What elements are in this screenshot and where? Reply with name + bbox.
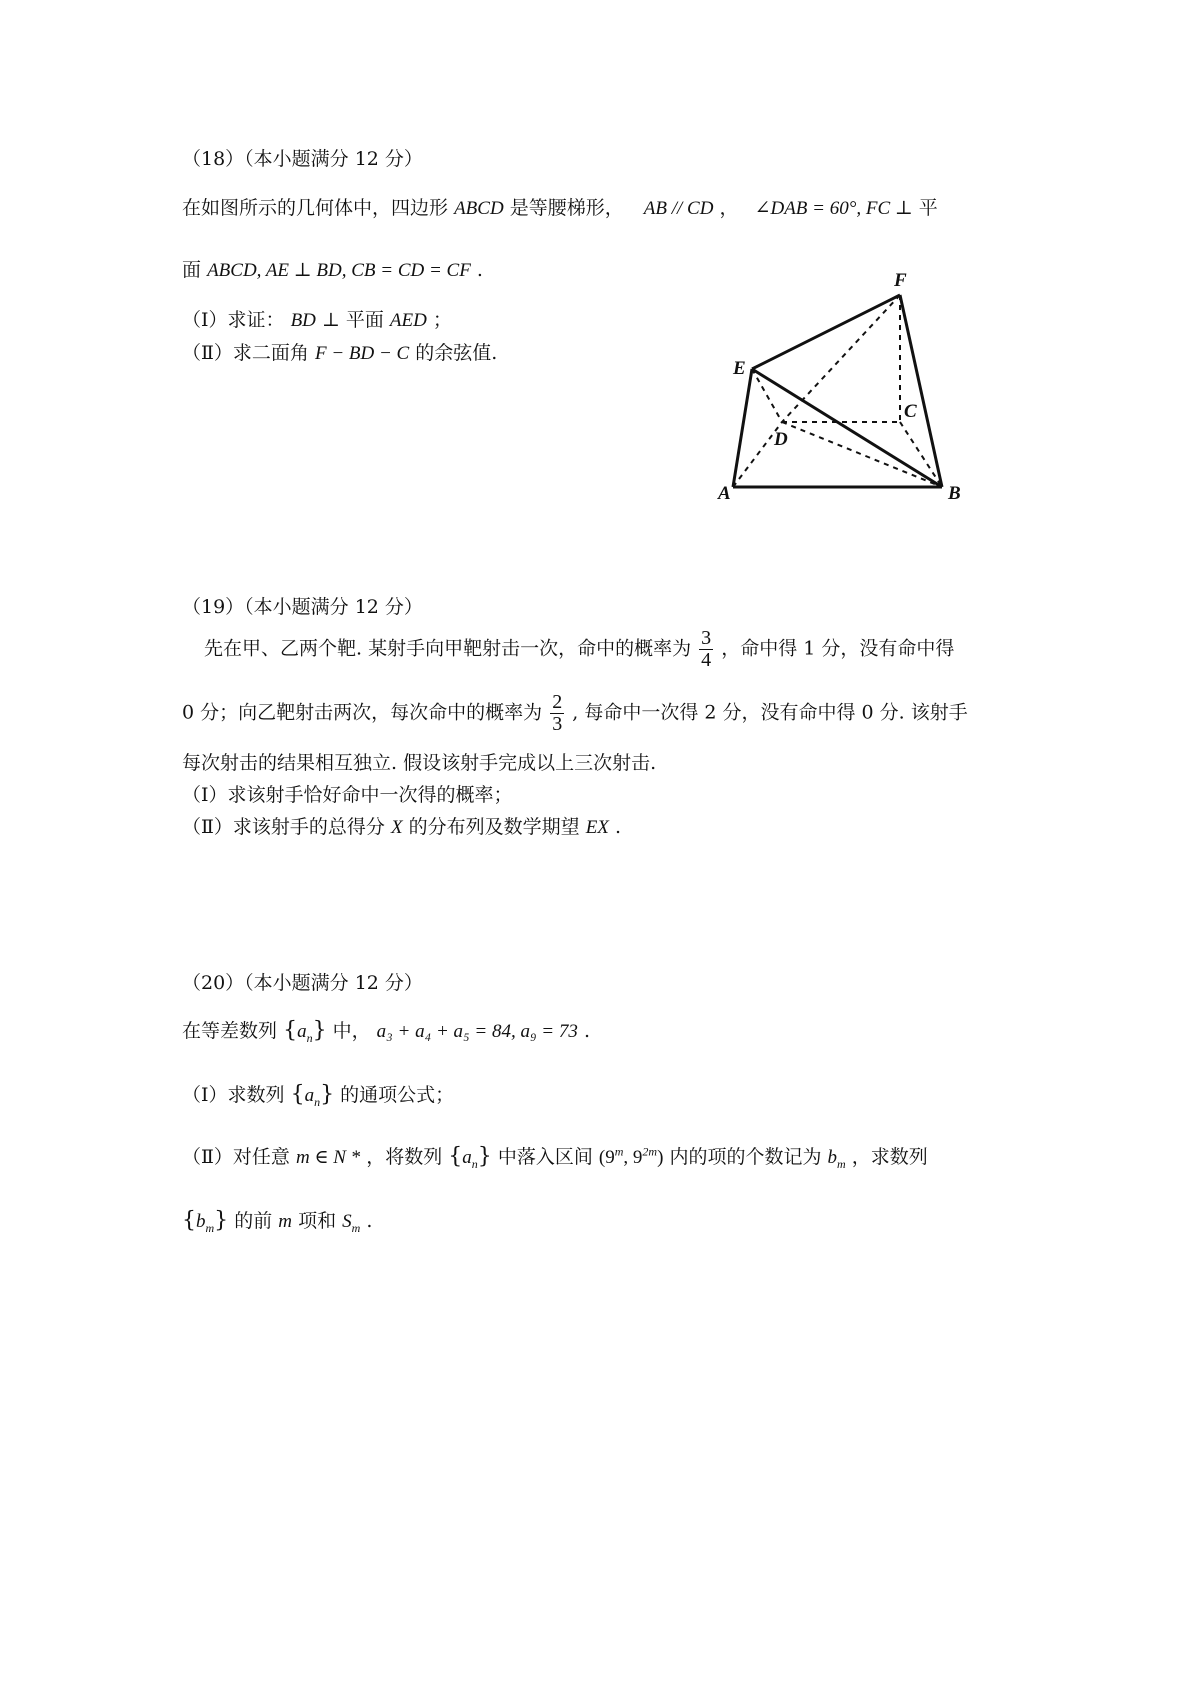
edge-FB [900,295,942,487]
brace-right: } [312,1018,327,1043]
math-interval-open: (9 [598,1147,615,1168]
label-F: F [894,270,907,291]
math-AED: AED [389,310,427,331]
math-X: X [390,817,403,838]
problem20-statement-line1 [182,1018,590,1045]
text: 中， [332,1020,371,1042]
text: . [583,1020,590,1042]
text: 的分布列及数学期望 [408,816,580,838]
problem19-header: （19）（本小题满分 12 分） [182,596,423,618]
problem19-statement-line1 [204,628,954,671]
dashed-edges [733,295,942,487]
edge-FD [782,295,900,422]
math-m-in-N: m ∈ N * [295,1147,361,1168]
text: . [366,1210,373,1232]
math-a: a [304,1085,315,1106]
fraction-two-thirds [550,692,564,735]
math-sub-m: m [837,1156,846,1171]
label-E: E [733,358,746,379]
text: 平 [918,197,938,219]
problem18-part1 [182,309,452,333]
math-interval-close: ) [657,1147,664,1168]
text: 内的项的个数记为 [669,1146,822,1168]
geometry-figure-svg [700,262,980,502]
math-sub-n: n [314,1094,321,1109]
brace-left: { [290,1082,305,1107]
fraction-denominator: 3 [552,713,563,735]
text: 面 [182,259,202,281]
text: （Ⅱ）求该射手的总得分 [182,816,385,838]
part-label: （Ⅰ）求数列 [182,1084,285,1106]
text: 的通项公式； [340,1084,455,1106]
text: ，求数列 [851,1146,928,1168]
text: ， [719,197,739,219]
brace-right: } [477,1144,492,1169]
fraction-numerator: 3 [701,627,712,649]
brace-left: { [448,1144,463,1169]
math-b: b [827,1147,838,1168]
math-interval-mid: , 9 [623,1147,643,1168]
text: ； [432,309,452,331]
problem20-part1 [182,1082,454,1109]
label-B: B [948,483,961,502]
fraction-numerator: 2 [552,691,563,713]
label-C: C [904,401,917,422]
brace-right: } [214,1208,229,1233]
math-conditions: ABCD, AE ⊥ BD, CB = CD = CF [207,260,471,281]
problem20-part2 [182,1144,928,1171]
math-m: m [278,1211,293,1232]
edge-DB [782,422,942,487]
part-label: （Ⅱ）求二面角 [182,342,309,364]
label-D: D [774,429,788,450]
math-sub-m: m [205,1220,215,1235]
math-exp-m: m [614,1144,624,1159]
part-label: （Ⅱ）对任意 [182,1146,290,1168]
math-b: b [196,1211,206,1232]
text: . [476,259,483,281]
text: 在如图所示的几何体中，四边形 [182,197,449,219]
edge-EB [752,369,942,487]
text: 的前 [234,1210,273,1232]
text: 中落入区间 [497,1146,593,1168]
edge-AE [733,369,752,487]
math-condition: a₃ + a₄ + a₅ = 84, a₉ = 73 [376,1021,578,1042]
text: 0 分；向乙靶射击两次，每次命中的概率为 [182,701,543,724]
math-exp-2m: 2m [642,1144,658,1159]
brace-right: } [320,1082,335,1107]
brace-left: { [283,1018,298,1043]
problem20-header: （20）（本小题满分 12 分） [182,972,423,994]
text: 在等差数列 [182,1020,278,1042]
problem18-header: （18）（本小题满分 12 分） [182,148,423,170]
text: ⊥ 平面 [321,309,384,331]
problem20-part2-line2 [182,1208,372,1235]
part-label: （Ⅰ）求证： [182,309,285,331]
problem18-statement-line1 [182,197,938,221]
math-BD: BD [290,310,316,331]
edge-EF [752,295,900,369]
math-a: a [297,1021,307,1042]
problem19-statement-line3: 每次射击的结果相互独立. 假设该射手完成以上三次射击. [182,752,657,774]
math-EX: EX [585,817,609,838]
math-dihedral: F − BD − C [314,343,410,364]
math-angle: ∠DAB = 60°, FC ⊥ [754,198,913,219]
text: 的余弦值. [415,342,498,364]
fraction-three-quarters [699,628,713,671]
text: 先在甲、乙两个靶. 某射手向甲靶射击一次，命中的概率为 [204,637,692,660]
text: . [614,816,621,838]
brace-left: { [182,1208,196,1233]
text: 是等腰梯形， [509,197,624,219]
math-parallel: AB // CD [643,198,714,219]
math-sub-m: m [351,1220,361,1235]
problem19-part2 [182,816,621,840]
text: , 每命中一次得 2 分，没有命中得 0 分. 该射手 [572,701,968,724]
problem19-part1: （Ⅰ）求该射手恰好命中一次得的概率； [182,784,513,806]
math-sub-n: n [471,1156,478,1171]
problem18-statement-line2 [182,259,483,283]
math-sub-n: n [306,1030,313,1045]
geometry-figure [700,262,980,502]
label-A: A [718,483,731,502]
problem18-part2 [182,342,497,366]
fraction-denominator: 4 [701,649,712,671]
text: 项和 [298,1210,337,1232]
math-a: a [462,1147,472,1168]
math-S: S [342,1211,352,1232]
text: ，命中得 1 分，没有命中得 [721,637,955,660]
solid-edges [733,295,942,487]
problem19-statement-line2 [182,692,968,735]
math-ABCD: ABCD [454,198,504,219]
text: ，将数列 [366,1146,443,1168]
